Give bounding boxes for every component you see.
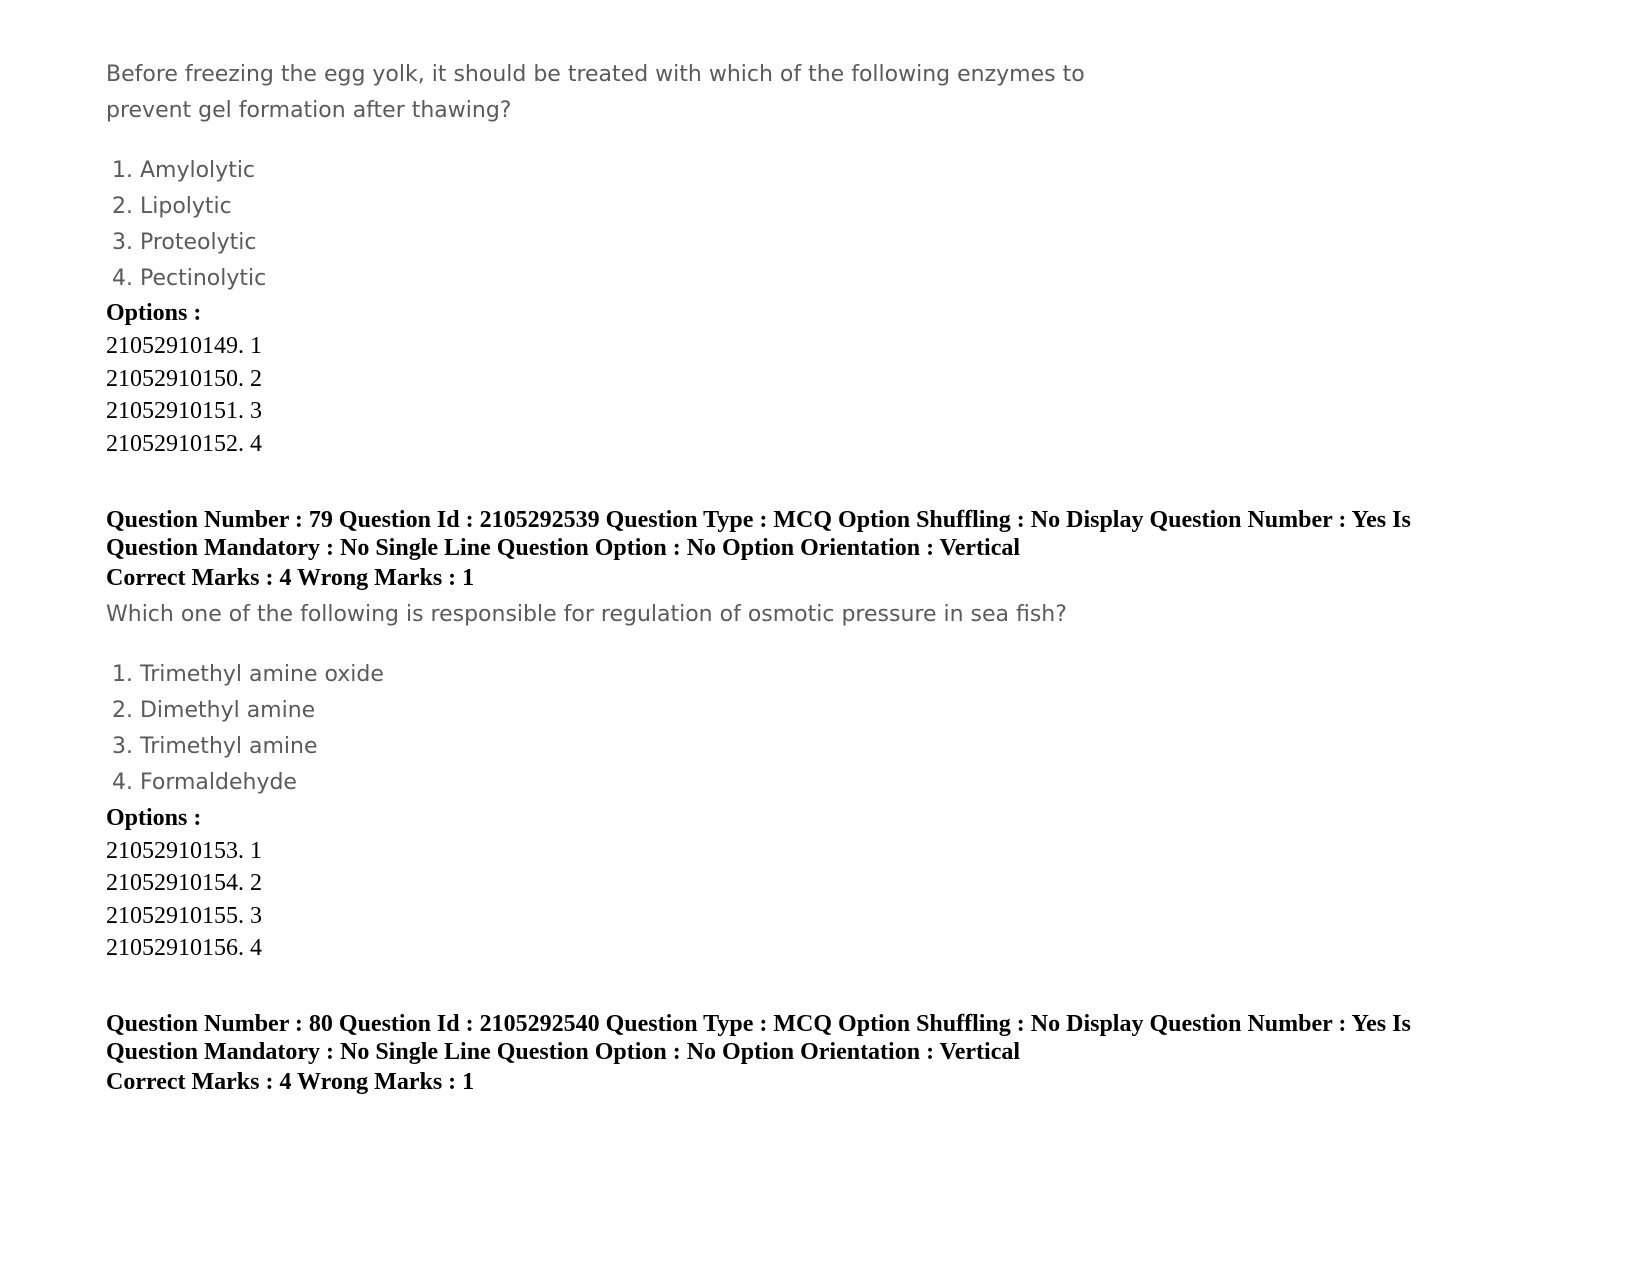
q78-option-id-4: 21052910152. 4	[106, 431, 262, 457]
q80-meta	[106, 1010, 1546, 1066]
q78-option-id-2: 21052910150. 2	[106, 366, 262, 392]
q79-stem: Which one of the following is responsible for regulation of osmotic pressure in sea fish?	[106, 602, 1067, 627]
q79-options-label: Options :	[106, 805, 202, 831]
q78-stem-line1: Before freezing the egg yolk, it should be treated with which of the following enzymes to	[106, 62, 1085, 87]
q78-choice-4: 4. Pectinolytic	[112, 266, 267, 291]
q79-choice-2: 2. Dimethyl amine	[112, 698, 316, 723]
q78-options-label: Options :	[106, 300, 202, 326]
q79-option-id-2: 21052910154. 2	[106, 870, 262, 896]
q79-choice-3: 3. Trimethyl amine	[112, 734, 318, 759]
q78-option-id-3: 21052910151. 3	[106, 398, 262, 424]
q79-marks: Correct Marks : 4 Wrong Marks : 1	[106, 565, 475, 591]
q79-choice-1: 1. Trimethyl amine oxide	[112, 662, 384, 687]
q80-marks: Correct Marks : 4 Wrong Marks : 1	[106, 1069, 475, 1095]
q80-meta-line2: Question Mandatory : No Single Line Question Option : No Option Orientation : Vertical	[106, 1039, 1021, 1065]
q78-choice-2: 2. Lipolytic	[112, 194, 232, 219]
q79-option-id-4: 21052910156. 4	[106, 935, 262, 961]
q78-choice-1: 1. Amylolytic	[112, 158, 256, 183]
q79-option-id-1: 21052910153. 1	[106, 838, 262, 864]
q79-meta	[106, 506, 1546, 562]
q78-choice-3: 3. Proteolytic	[112, 230, 257, 255]
q79-meta-line1: Question Number : 79 Question Id : 2105292539 Question Type : MCQ Option Shuffling : No Display Question Number : Yes Is	[106, 507, 1411, 533]
q79-option-id-3: 21052910155. 3	[106, 903, 262, 929]
q79-meta-line2: Question Mandatory : No Single Line Question Option : No Option Orientation : Vertical	[106, 535, 1021, 561]
q80-meta-line1: Question Number : 80 Question Id : 2105292540 Question Type : MCQ Option Shuffling : No Display Question Number : Yes Is	[106, 1011, 1411, 1037]
q79-choice-4: 4. Formaldehyde	[112, 770, 297, 795]
q78-stem-line2: prevent gel formation after thawing?	[106, 98, 512, 123]
q78-option-id-1: 21052910149. 1	[106, 333, 262, 359]
